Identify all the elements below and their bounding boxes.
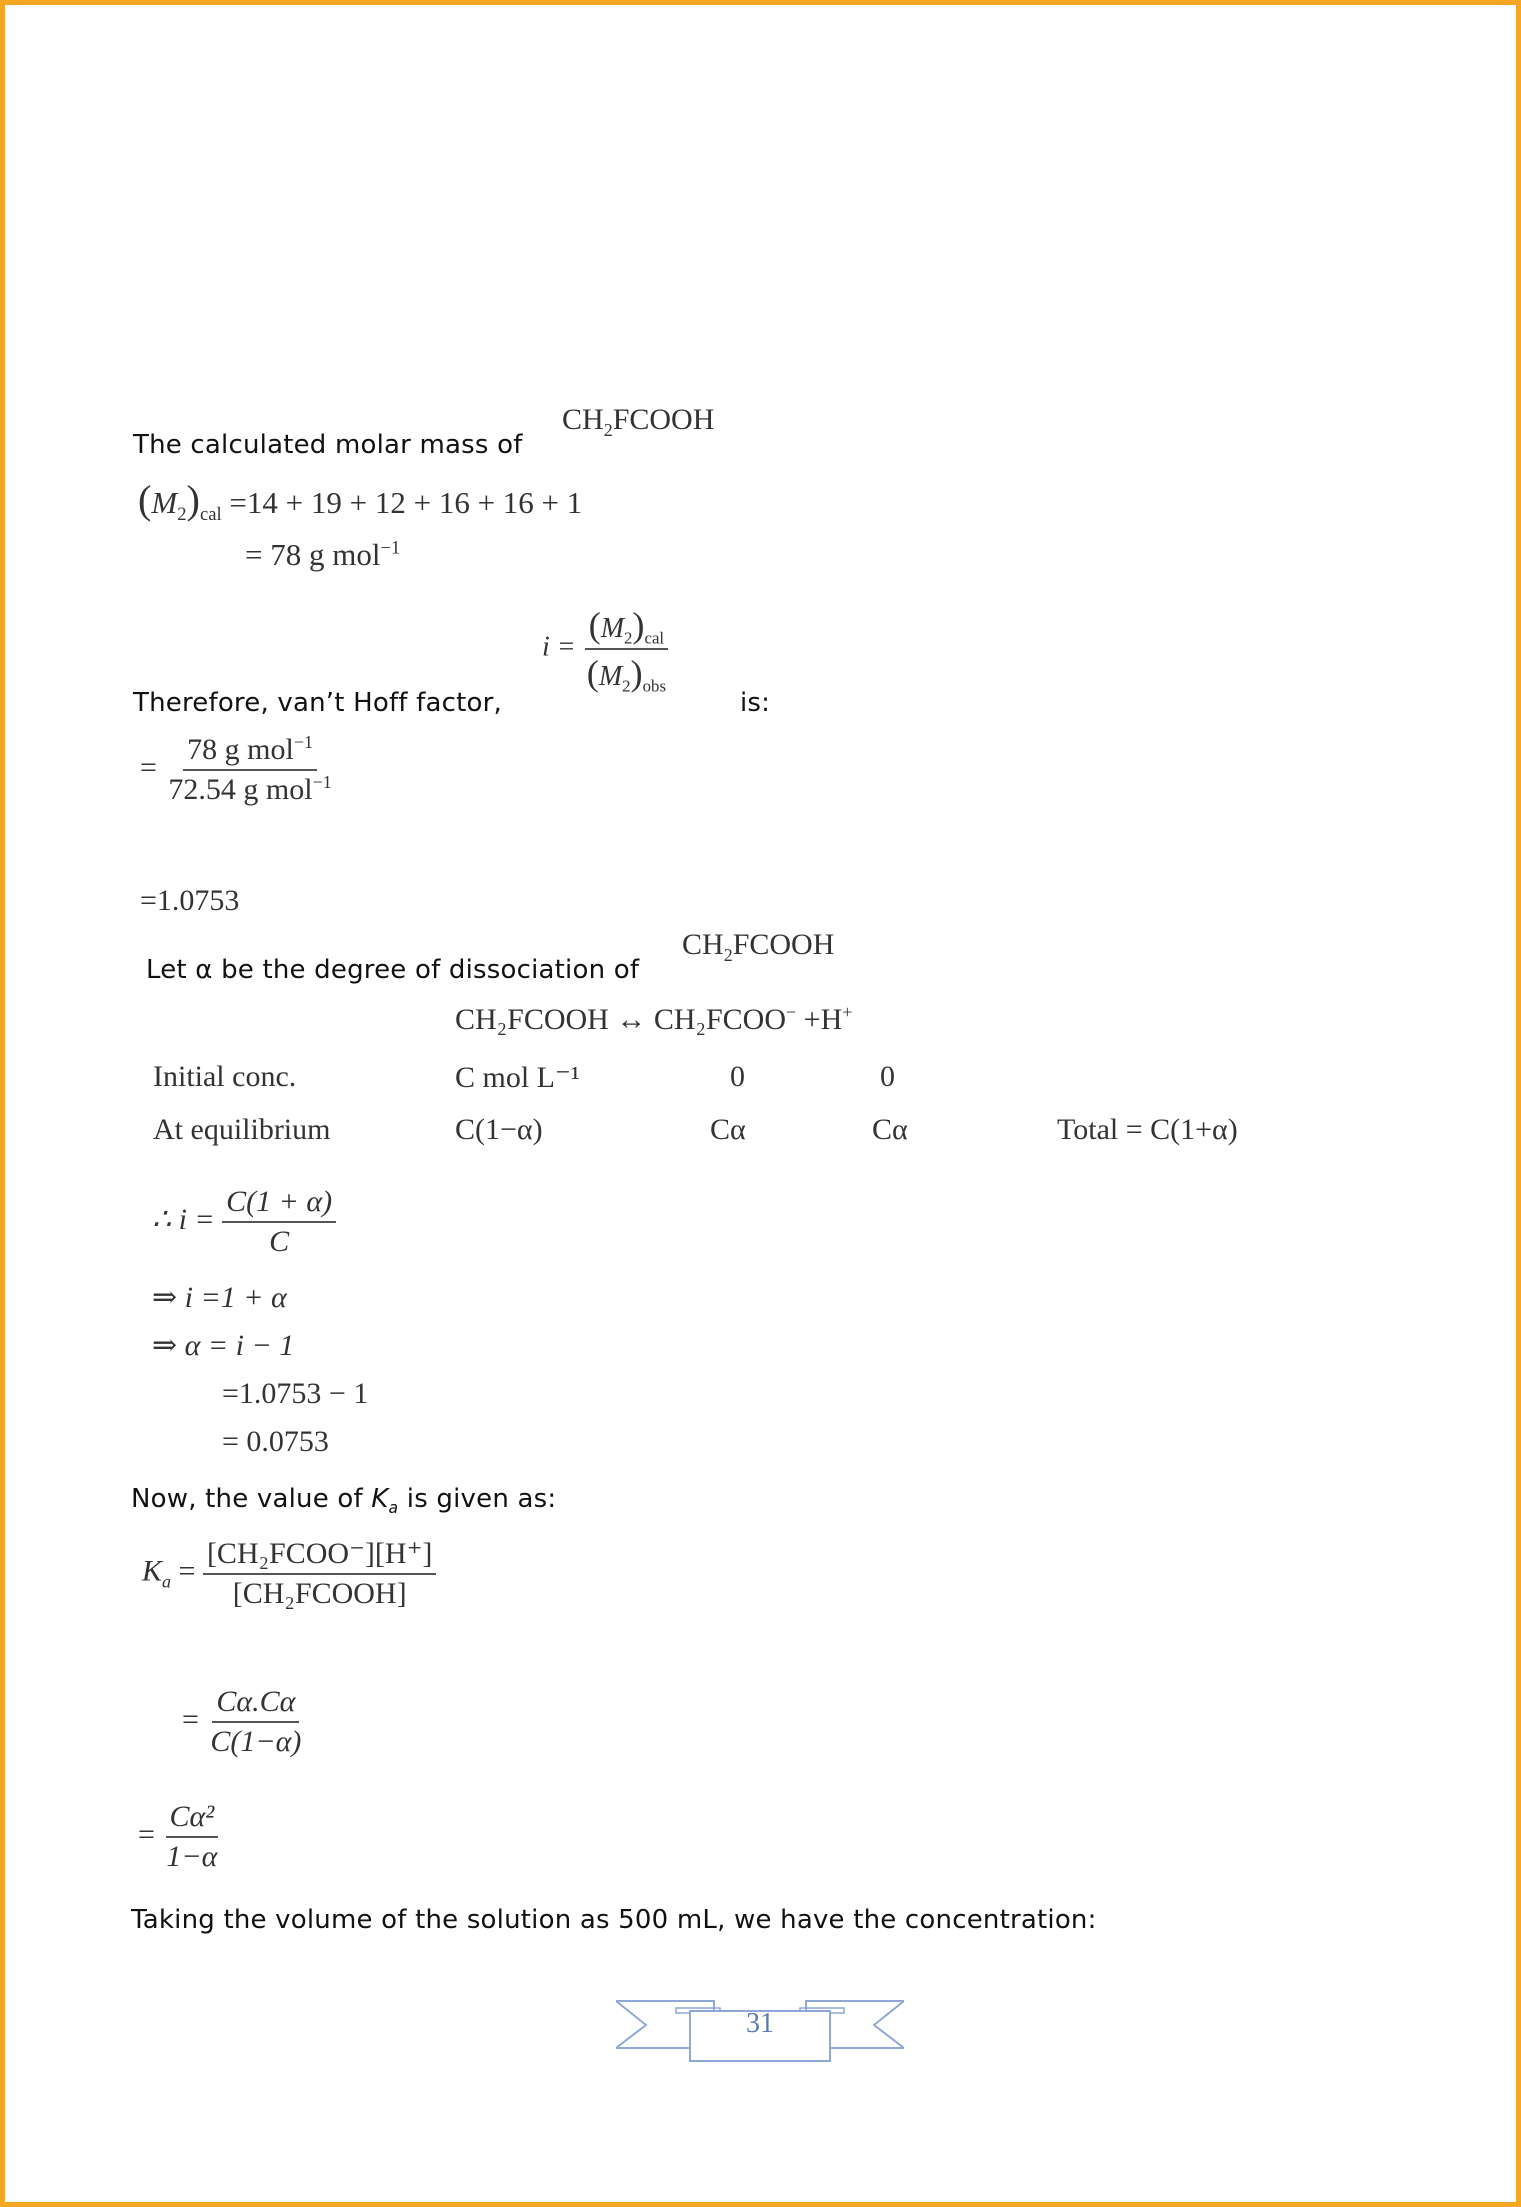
dissociation-reaction: CH₂FCOOH ↔ CH₂FCOO− +H+ [455,1002,853,1036]
initial-product1: 0 [730,1060,745,1093]
derivation-step-1: ∴ i = $\frac{C(1 + \alpha)}{C}$ [152,1185,336,1259]
compound-formula: $CH_2FCOOH$ [562,403,715,440]
ka-intro: Now, the value of $K_a$ is given as: [131,1484,557,1518]
derivation-step-2: ⇒ i =1 + α [152,1281,287,1314]
derivation-step-5: = 0.0753 [222,1425,329,1458]
molar-mass-result: = 78 g mol$^{-1}$ [245,537,401,572]
closing-text: Taking the volume of the solution as 500 mL, we have the concentration: [131,1905,1097,1935]
vant-hoff-intro: Therefore, van’t Hoff factor, [133,688,502,718]
sum-expression: =14 + 19 + 12 + 16 + 16 + 1 [229,485,583,520]
row-label-equilibrium: At equilibrium [153,1113,331,1146]
derivation-step-4: =1.0753 − 1 [222,1377,369,1410]
initial-reactant: C mol L⁻¹ [455,1061,580,1094]
dissociation-compound: $CH_2FCOOH$ [682,928,835,965]
molar-mass-intro: The calculated molar mass of [133,430,523,460]
ka-step-2: = $\frac{C\alpha.C\alpha}{C(1-\alpha)}$ [182,1685,302,1758]
initial-product2: 0 [880,1060,895,1093]
row-label-initial: Initial conc. [153,1060,297,1093]
equilibrium-product1: Cα [710,1113,746,1146]
ka-step-3: = $\frac{\text{Cα²}}{1-\alpha}$ [138,1800,218,1873]
vant-hoff-suffix: is: [740,688,771,718]
equilibrium-reactant: C(1−α) [455,1113,543,1146]
dissociation-intro: Let α be the degree of dissociation of [146,955,640,985]
derivation-step-3: ⇒ α = i − 1 [152,1329,295,1362]
vant-hoff-result: =1.0753 [140,884,240,917]
vant-hoff-formula: i = $\frac{(M_2)_{cal}}{(M_2)_{obs}}$ [542,604,670,694]
equilibrium-product2: Cα [872,1113,908,1146]
vant-hoff-calculation: = $\frac{78 g mol^{-1}}{72.54 g mol^{-1}}$ [140,732,332,806]
page-number: 31 [746,2008,774,2039]
equilibrium-total: Total = C(1+α) [1057,1113,1238,1146]
molar-mass-sum-equation: $(M_2)_{cal} =14 + 19 + 12 + 16 + 16 + 1$ [138,477,583,526]
ka-expression: $K_a$ = $\frac{\text{[CH₂FCOO⁻][H⁺]}}{\text{[CH₂FCOOH]}}$ [142,1536,436,1611]
